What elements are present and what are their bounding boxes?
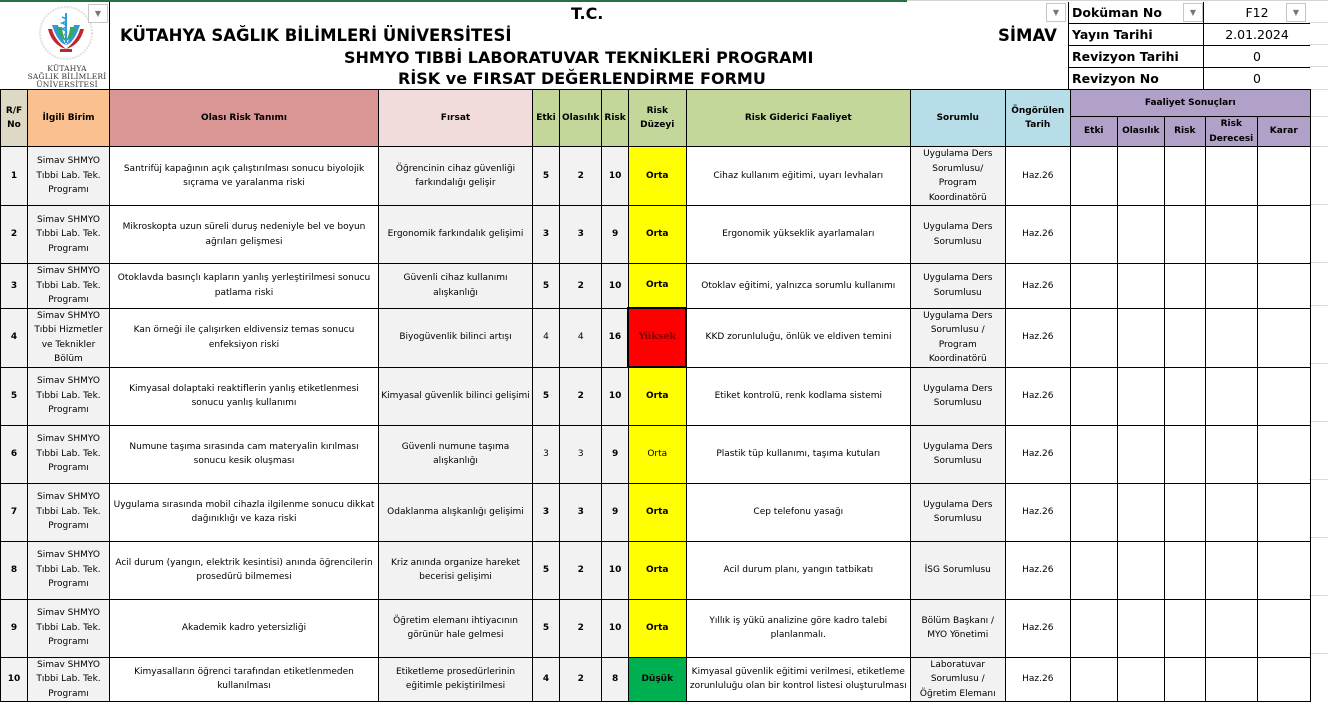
cell-sorumlu[interactable]: Uygulama Ders Sorumlusu [910, 483, 1005, 541]
cell-s-etki[interactable] [1070, 308, 1117, 367]
cell-olasilik[interactable]: 2 [560, 147, 602, 206]
cell-s-olasilik[interactable] [1117, 599, 1164, 657]
cell-faaliyet[interactable]: Ergonomik yükseklik ayarlamaları [686, 206, 910, 264]
cell-etki[interactable]: 3 [533, 206, 560, 264]
cell-s-risk[interactable] [1164, 541, 1205, 599]
cell-risk[interactable]: Mikroskopta uzun süreli duruş nedeniyle bel ve boyun ağrıları gelişmesi [110, 206, 379, 264]
cell-s-karar[interactable] [1257, 367, 1310, 425]
cell-faaliyet[interactable]: Plastik tüp kullanımı, taşıma kutuları [686, 425, 910, 483]
cell-risk-level[interactable]: Orta [628, 147, 686, 206]
cell-risk-value[interactable]: 10 [602, 367, 628, 425]
cell-s-etki[interactable] [1070, 367, 1117, 425]
logo-line-1: KÜTAHYA [47, 64, 87, 73]
tc-heading: T.C. [571, 4, 604, 23]
cell-firsat[interactable]: Güvenli numune taşıma alışkanlığı [379, 425, 533, 483]
dropdown-arrow-icon[interactable]: ▼ [1046, 3, 1066, 22]
cell-risk[interactable]: Numune taşıma sırasında cam materyalin kırılması sonucu kesik oluşması [110, 425, 379, 483]
cell-risk[interactable]: Acil durum (yangın, elektrik kesintisi) anında öğrencilerin prosedürü bilmemesi [110, 541, 379, 599]
cell-s-derece[interactable] [1205, 147, 1257, 206]
cell-risk-value[interactable]: 9 [602, 425, 628, 483]
meta-row-revision-no [1069, 68, 1310, 90]
cell-risk[interactable]: Santrifüj kapağının açık çalıştırılması sonucu biyolojik sıçrama ve yaralanma riski [110, 147, 379, 206]
cell-s-derece[interactable] [1205, 657, 1257, 702]
cell-s-etki[interactable] [1070, 147, 1117, 206]
meta-value[interactable]: 0 [1253, 71, 1261, 86]
cell-s-risk[interactable] [1164, 599, 1205, 657]
cell-olasilik[interactable]: 2 [560, 657, 602, 702]
cell-birim[interactable]: Simav SHMYO Tıbbi Lab. Tek. Programı [28, 425, 110, 483]
cell-sorumlu[interactable]: Bölüm Başkanı / MYO Yönetimi [910, 599, 1005, 657]
cell-risk-value[interactable]: 16 [602, 308, 628, 367]
table-row [1, 541, 1311, 599]
dropdown-arrow-icon[interactable]: ▼ [88, 4, 108, 23]
cell-birim[interactable]: Simav SHMYO Tıbbi Lab. Tek. Programı [28, 483, 110, 541]
selection-top-border [0, 0, 907, 2]
cell-etki[interactable]: 5 [533, 264, 560, 309]
cell-s-karar[interactable] [1257, 206, 1310, 264]
cell-firsat[interactable]: Öğretim elemanı ihtiyacının görünür hale gelmesi [379, 599, 533, 657]
cell-risk-value[interactable]: 9 [602, 206, 628, 264]
col-header-sonuclar[interactable]: Faaliyet Sonuçları [1070, 90, 1310, 117]
meta-row-revision-date [1069, 46, 1310, 68]
cell-birim[interactable]: Simav SHMYO Tıbbi Lab. Tek. Programı [28, 657, 110, 702]
cell-no[interactable]: 2 [1, 206, 28, 264]
cell-s-karar[interactable] [1257, 541, 1310, 599]
cell-birim[interactable]: Simav SHMYO Tıbbi Lab. Tek. Programı [28, 264, 110, 309]
cell-firsat[interactable]: Biyogüvenlik bilinci artışı [379, 308, 533, 367]
cell-s-risk[interactable] [1164, 425, 1205, 483]
cell-s-derece[interactable] [1205, 599, 1257, 657]
cell-s-karar[interactable] [1257, 425, 1310, 483]
cell-no[interactable]: 3 [1, 264, 28, 309]
logo-line-2: SAĞLIK BİLİMLERİ [27, 72, 107, 81]
cell-no[interactable]: 4 [1, 308, 28, 367]
cell-s-risk[interactable] [1164, 657, 1205, 702]
meta-value[interactable]: 2.01.2024 [1225, 27, 1289, 42]
cell-s-olasilik[interactable] [1117, 147, 1164, 206]
cell-risk[interactable]: Uygulama sırasında mobil cihazla ilgilenme sonucu dikkat dağınıklığı ve kaza riski [110, 483, 379, 541]
cell-s-karar[interactable] [1257, 308, 1310, 367]
cell-s-olasilik[interactable] [1117, 541, 1164, 599]
cell-s-etki[interactable] [1070, 541, 1117, 599]
cell-sorumlu[interactable]: İSG Sorumlusu [910, 541, 1005, 599]
cell-risk[interactable]: Otoklavda basınçlı kapların yanlış yerleştirilmesi sonucu patlama riski [110, 264, 379, 309]
table-row [1, 264, 1311, 309]
cell-olasilik[interactable]: 3 [560, 425, 602, 483]
cell-s-karar[interactable] [1257, 483, 1310, 541]
cell-faaliyet[interactable]: Otoklav eğitimi, yalnızca sorumlu kullanımı [686, 264, 910, 309]
cell-tarih[interactable]: Haz.26 [1005, 425, 1070, 483]
cell-s-etki[interactable] [1070, 599, 1117, 657]
cell-sorumlu[interactable]: Laboratuvar Sorumlusu / Öğretim Elemanı [910, 657, 1005, 702]
cell-etki[interactable]: 3 [533, 483, 560, 541]
cell-s-olasilik[interactable] [1117, 483, 1164, 541]
cell-faaliyet[interactable]: Yıllık iş yükü analizine göre kadro talebi planlanmalı. [686, 599, 910, 657]
cell-s-olasilik[interactable] [1117, 657, 1164, 702]
cell-tarih[interactable]: Haz.26 [1005, 657, 1070, 702]
cell-risk-value[interactable]: 9 [602, 483, 628, 541]
cell-olasilik[interactable]: 2 [560, 367, 602, 425]
table-row [1, 206, 1311, 264]
cell-no[interactable]: 6 [1, 425, 28, 483]
meta-row-publish-date [1069, 24, 1310, 46]
col-header-s-olasilik[interactable]: Olasılık [1117, 117, 1164, 147]
cell-etki[interactable]: 5 [533, 367, 560, 425]
sheet-gridlines [1309, 0, 1328, 722]
cell-faaliyet[interactable]: KKD zorunluluğu, önlük ve eldiven temini [686, 308, 910, 367]
table-row [1, 599, 1311, 657]
cell-s-derece[interactable] [1205, 425, 1257, 483]
meta-label: Revizyon Tarihi [1069, 46, 1204, 67]
cell-firsat[interactable]: Etiketleme prosedürlerinin eğitimle pekiştirilmesi [379, 657, 533, 702]
col-header-risk-value[interactable]: Risk [602, 90, 628, 147]
cell-faaliyet[interactable]: Cihaz kullanım eğitimi, uyarı levhaları [686, 147, 910, 206]
cell-s-olasilik[interactable] [1117, 206, 1164, 264]
cell-faaliyet[interactable]: Etiket kontrolü, renk kodlama sistemi [686, 367, 910, 425]
cell-tarih[interactable]: Haz.26 [1005, 147, 1070, 206]
cell-no[interactable]: 8 [1, 541, 28, 599]
cell-birim[interactable]: Simav SHMYO Tıbbi Lab. Tek. Programı [28, 206, 110, 264]
cell-tarih[interactable]: Haz.26 [1005, 367, 1070, 425]
cell-risk-level[interactable]: Orta [628, 483, 686, 541]
cell-firsat[interactable]: Güvenli cihaz kullanımı alışkanlığı [379, 264, 533, 309]
cell-s-risk[interactable] [1164, 264, 1205, 309]
cell-birim[interactable]: Simav SHMYO Tıbbi Lab. Tek. Programı [28, 147, 110, 206]
cell-risk-level[interactable]: Orta [628, 599, 686, 657]
cell-olasilik[interactable]: 3 [560, 206, 602, 264]
cell-tarih[interactable]: Haz.26 [1005, 483, 1070, 541]
cell-sorumlu[interactable]: Uygulama Ders Sorumlusu [910, 264, 1005, 309]
cell-s-risk[interactable] [1164, 483, 1205, 541]
cell-etki[interactable]: 4 [533, 308, 560, 367]
cell-birim[interactable]: Simav SHMYO Tıbbi Lab. Tek. Programı [28, 541, 110, 599]
col-header-etki[interactable]: Etki [533, 90, 560, 147]
cell-risk[interactable]: Kimyasalların öğrenci tarafından etiketlenmeden kullanılması [110, 657, 379, 702]
cell-birim[interactable]: Simav SHMYO Tıbbi Lab. Tek. Programı [28, 599, 110, 657]
table-row [1, 308, 1311, 367]
cell-faaliyet[interactable]: Kimyasal güvenlik eğitimi verilmesi, etiketleme zorunluluğu olan bir kontrol listesi oluşturulması [686, 657, 910, 702]
campus-name: SİMAV [998, 26, 1057, 45]
cell-birim[interactable]: Simav SHMYO Tıbbi Hizmetler ve Teknikler Bölüm [28, 308, 110, 367]
cell-s-risk[interactable] [1164, 147, 1205, 206]
cell-tarih[interactable]: Haz.26 [1005, 264, 1070, 309]
cell-s-etki[interactable] [1070, 264, 1117, 309]
col-header-s-derece[interactable]: Risk Derecesi [1205, 117, 1257, 147]
cell-risk[interactable]: Kan örneği ile çalışırken eldivensiz temas sonucu enfeksiyon riski [110, 308, 379, 367]
cell-s-derece[interactable] [1205, 308, 1257, 367]
risk-table [0, 89, 1311, 702]
cell-risk[interactable]: Kimyasal dolaptaki reaktiflerin yanlış etiketlenmesi sonucu yanlış kullanımı [110, 367, 379, 425]
cell-s-olasilik[interactable] [1117, 425, 1164, 483]
cell-s-derece[interactable] [1205, 367, 1257, 425]
cell-s-derece[interactable] [1205, 264, 1257, 309]
table-row [1, 657, 1311, 702]
col-header-s-risk[interactable]: Risk [1164, 117, 1205, 147]
cell-s-karar[interactable] [1257, 657, 1310, 702]
cell-s-etki[interactable] [1070, 483, 1117, 541]
cell-olasilik[interactable]: 2 [560, 541, 602, 599]
cell-sorumlu[interactable]: Uygulama Ders Sorumlusu [910, 206, 1005, 264]
cell-birim[interactable]: Simav SHMYO Tıbbi Lab. Tek. Programı [28, 367, 110, 425]
col-header-sorumlu[interactable]: Sorumlu [910, 90, 1005, 147]
table-row [1, 147, 1311, 206]
cell-no[interactable]: 5 [1, 367, 28, 425]
table-row [1, 483, 1311, 541]
cell-sorumlu[interactable]: Uygulama Ders Sorumlusu / Program Koordinatörü [910, 308, 1005, 367]
cell-s-risk[interactable] [1164, 308, 1205, 367]
meta-value[interactable]: F12 [1245, 5, 1269, 20]
cell-no[interactable]: 7 [1, 483, 28, 541]
gridline [907, 0, 1328, 1]
table-row [1, 425, 1311, 483]
col-header-s-karar[interactable]: Karar [1257, 117, 1310, 147]
cell-risk-level[interactable]: Orta [628, 264, 686, 309]
dropdown-arrow-icon[interactable]: ▼ [1286, 3, 1306, 22]
cell-etki[interactable]: 5 [533, 147, 560, 206]
university-name: KÜTAHYA SAĞLIK BİLİMLERİ ÜNİVERSİTESİ [120, 26, 512, 45]
cell-risk-level[interactable]: Orta [628, 367, 686, 425]
cell-tarih[interactable]: Haz.26 [1005, 541, 1070, 599]
cell-s-derece[interactable] [1205, 483, 1257, 541]
meta-value[interactable]: 0 [1253, 49, 1261, 64]
cell-tarih[interactable]: Haz.26 [1005, 308, 1070, 367]
cell-etki[interactable]: 5 [533, 599, 560, 657]
col-header-faaliyet[interactable]: Risk Giderici Faaliyet [686, 90, 910, 147]
cell-no[interactable]: 1 [1, 147, 28, 206]
cell-firsat[interactable]: Kimyasal güvenlik bilinci gelişimi [379, 367, 533, 425]
cell-risk-level[interactable]: Orta [628, 206, 686, 264]
logo-cell [0, 2, 110, 89]
cell-olasilik[interactable]: 4 [560, 308, 602, 367]
logo-text [27, 65, 107, 89]
cell-etki[interactable]: 4 [533, 657, 560, 702]
cell-firsat[interactable]: Kriz anında organize hareket becerisi gelişimi [379, 541, 533, 599]
cell-risk[interactable]: Akademik kadro yetersizliği [110, 599, 379, 657]
cell-firsat[interactable]: Öğrencinin cihaz güvenliği farkındalığı gelişir [379, 147, 533, 206]
cell-risk-value[interactable]: 10 [602, 541, 628, 599]
cell-firsat[interactable]: Ergonomik farkındalık gelişimi [379, 206, 533, 264]
cell-s-karar[interactable] [1257, 599, 1310, 657]
meta-label: Doküman No [1069, 2, 1204, 23]
col-header-risk[interactable]: Olası Risk Tanımı [110, 90, 379, 147]
cell-s-olasilik[interactable] [1117, 367, 1164, 425]
cell-no[interactable]: 9 [1, 599, 28, 657]
cell-firsat[interactable]: Odaklanma alışkanlığı gelişimi [379, 483, 533, 541]
cell-olasilik[interactable]: 3 [560, 483, 602, 541]
cell-faaliyet[interactable]: Acil durum planı, yangın tatbikatı [686, 541, 910, 599]
cell-risk-value[interactable]: 10 [602, 599, 628, 657]
dropdown-arrow-icon[interactable]: ▼ [1183, 3, 1203, 22]
col-header-olasilik[interactable]: Olasılık [560, 90, 602, 147]
logo-line-3: ÜNİVERSİTESİ [36, 80, 98, 89]
col-header-firsat[interactable]: Fırsat [379, 90, 533, 147]
col-header-risk-level[interactable]: Risk Düzeyi [628, 90, 686, 147]
cell-faaliyet[interactable]: Cep telefonu yasağı [686, 483, 910, 541]
cell-s-risk[interactable] [1164, 206, 1205, 264]
cell-olasilik[interactable]: 2 [560, 599, 602, 657]
program-name: SHMYO TIBBİ LABORATUVAR TEKNİKLERİ PROGRAMI [344, 48, 814, 67]
cell-tarih[interactable]: Haz.26 [1005, 599, 1070, 657]
cell-risk-level[interactable]: Düşük [628, 657, 686, 702]
logo-emblem-icon [38, 5, 94, 61]
cell-s-derece[interactable] [1205, 541, 1257, 599]
cell-risk-level[interactable]: Orta [628, 541, 686, 599]
cell-risk-value[interactable]: 10 [602, 147, 628, 206]
cell-s-olasilik[interactable] [1117, 264, 1164, 309]
table-row [1, 367, 1311, 425]
col-header-no[interactable]: R/F No [1, 90, 28, 147]
col-header-s-etki[interactable]: Etki [1070, 117, 1117, 147]
cell-no[interactable]: 10 [1, 657, 28, 702]
cell-s-risk[interactable] [1164, 367, 1205, 425]
cell-s-karar[interactable] [1257, 147, 1310, 206]
cell-s-karar[interactable] [1257, 264, 1310, 309]
cell-s-etki[interactable] [1070, 657, 1117, 702]
cell-sorumlu[interactable]: Uygulama Ders Sorumlusu/ Program Koordinatörü [910, 147, 1005, 206]
cell-etki[interactable]: 5 [533, 541, 560, 599]
cell-s-derece[interactable] [1205, 206, 1257, 264]
cell-tarih[interactable]: Haz.26 [1005, 206, 1070, 264]
cell-s-etki[interactable] [1070, 425, 1117, 483]
form-title: RİSK ve FIRSAT DEĞERLENDİRME FORMU [398, 69, 766, 88]
cell-risk-level[interactable]: Yüksek [628, 308, 686, 367]
meta-label: Revizyon No [1069, 68, 1204, 90]
meta-label: Yayın Tarihi [1069, 24, 1204, 45]
cell-s-etki[interactable] [1070, 206, 1117, 264]
cell-etki[interactable]: 3 [533, 425, 560, 483]
cell-risk-value[interactable]: 10 [602, 264, 628, 309]
cell-sorumlu[interactable]: Uygulama Ders Sorumlusu [910, 367, 1005, 425]
cell-s-olasilik[interactable] [1117, 308, 1164, 367]
cell-risk-value[interactable]: 8 [602, 657, 628, 702]
cell-sorumlu[interactable]: Uygulama Ders Sorumlusu [910, 425, 1005, 483]
col-header-birim[interactable]: İlgili Birim [28, 90, 110, 147]
cell-risk-level[interactable]: Orta [628, 425, 686, 483]
col-header-tarih[interactable]: Öngörülen Tarih [1005, 90, 1070, 147]
cell-olasilik[interactable]: 2 [560, 264, 602, 309]
